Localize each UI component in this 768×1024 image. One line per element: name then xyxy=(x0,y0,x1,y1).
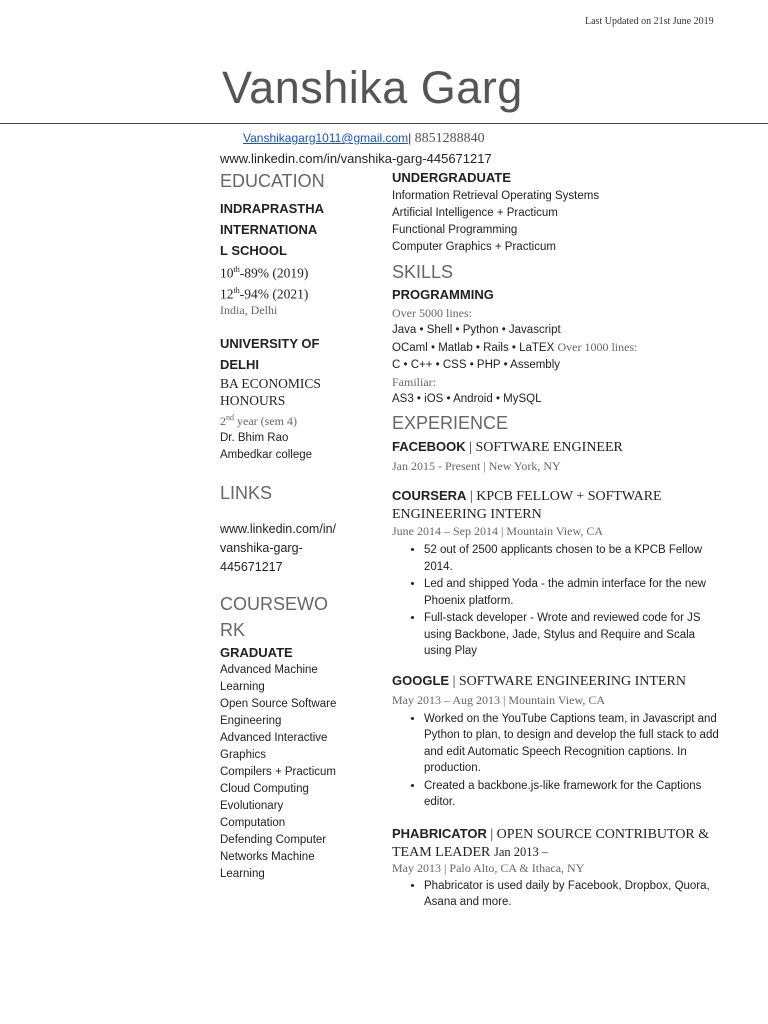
job-facebook xyxy=(392,438,722,475)
graduate-course-line: Networks Machine xyxy=(220,851,315,863)
linkedin-line3: 445671217 xyxy=(220,560,283,574)
school2-name-line1: UNIVERSITY OF xyxy=(220,336,320,351)
left-column xyxy=(220,168,360,883)
school1-name-line2: INTERNATIONA xyxy=(220,222,318,237)
job-bullet: • Phabricator is used daily by Facebook, Dropbox, Quora, Asana and more. xyxy=(424,878,722,911)
school2-name xyxy=(220,333,360,375)
job-meta: May 2013 – Aug 2013 | Mountain View, CA xyxy=(392,692,606,707)
job-header: PHABRICATOR | OPEN SOURCE CONTRIBUTOR & TEAM LEADER Jan 2013 – xyxy=(392,825,710,860)
undergraduate-courses xyxy=(392,188,722,256)
school1-location: India, Delhi xyxy=(220,303,278,317)
grade-10: 10th-89% (2019) xyxy=(220,265,309,281)
undergraduate-course-line: Functional Programming xyxy=(392,224,518,236)
job-header: GOOGLE | SOFTWARE ENGINEERING INTERN xyxy=(392,672,686,689)
job-bullets xyxy=(392,878,722,911)
graduate-heading: GRADUATE xyxy=(220,645,293,660)
phone-number: 8851288840 xyxy=(414,131,485,146)
job-google xyxy=(392,672,722,811)
over-5000-label: Over 5000 lines: xyxy=(392,306,472,320)
college-line2: Ambedkar college xyxy=(220,449,313,461)
contact-separator: | xyxy=(408,131,412,145)
graduate-course-line: Compilers + Practicum xyxy=(220,766,336,778)
job-bullets xyxy=(392,542,722,660)
college-line1: Dr. Bhim Rao xyxy=(220,432,289,444)
job-meta: Jan 2015 - Present | New York, NY xyxy=(392,459,561,473)
graduate-course-line: Open Source Software xyxy=(220,698,337,710)
school2-name-line2: DELHI xyxy=(220,357,259,372)
grade-12: 12th-94% (2021) xyxy=(220,285,309,301)
school1-name-line1: INDRAPRASTHA xyxy=(220,201,324,216)
graduate-course-line: Advanced Interactive xyxy=(220,732,328,744)
job-bullet: • Led and shipped Yoda - the admin interface for the new Phoenix platform. xyxy=(424,576,722,609)
college-name xyxy=(220,430,360,464)
job-bullet: • 52 out of 2500 applicants chosen to be a KPCB Fellow 2014. xyxy=(424,542,722,575)
job-header: FACEBOOK | SOFTWARE ENGINEER xyxy=(392,439,623,455)
links-heading: LINKS xyxy=(220,483,273,503)
graduate-course-line: Learning xyxy=(220,868,265,880)
graduate-course-line: Computation xyxy=(220,817,286,829)
job-bullets xyxy=(392,711,722,811)
degree-line1: BA ECONOMICS xyxy=(220,376,321,391)
school1-name xyxy=(220,198,360,261)
programming-heading: PROGRAMMING xyxy=(392,287,494,302)
job-phabricator xyxy=(392,825,722,911)
undergraduate-course-line: Computer Graphics + Practicum xyxy=(392,241,556,253)
skills-heading: SKILLS xyxy=(392,262,454,282)
skills-line-1: Java • Shell • Python • Javascript xyxy=(392,324,561,336)
job-coursera xyxy=(392,487,722,660)
resume-name: Vanshika Garg xyxy=(222,62,523,113)
email-link[interactable]: Vanshikagarg1011@gmail.com xyxy=(243,131,409,145)
linkedin-line2: vanshika-garg- xyxy=(220,541,303,555)
last-updated: Last Updated on 21st June 2019 xyxy=(585,16,714,27)
job-bullet: • Worked on the YouTube Captions team, in Javascript and Python to plan, to design and develop the full stack to add and edit Automatic Speech Recognition captions. In production. xyxy=(424,711,722,777)
undergraduate-course-line: Artificial Intelligence + Practicum xyxy=(392,207,558,219)
graduate-course-line: Learning xyxy=(220,681,265,693)
education-heading: EDUCATION xyxy=(220,171,325,191)
coursework-heading-line2: RK xyxy=(220,620,246,640)
graduate-courses xyxy=(220,662,360,883)
school1-name-line3: L SCHOOL xyxy=(220,243,287,258)
year-info: 2nd year (sem 4) xyxy=(220,413,297,428)
skills-line-4: AS3 • iOS • Android • MySQL xyxy=(392,393,542,405)
job-header: COURSERA | KPCB FELLOW + SOFTWARE ENGINEERING INTERN xyxy=(392,488,662,522)
coursework-heading xyxy=(220,591,360,643)
undergraduate-course-line: Information Retrieval Operating Systems xyxy=(392,190,600,202)
job-bullet: • Created a backbone.js-like framework for the Captions editor. xyxy=(424,778,722,811)
experience-heading: EXPERIENCE xyxy=(392,413,509,433)
job-meta: May 2013 | Palo Alto, CA & Ithaca, NY xyxy=(392,860,585,875)
linkedin-contact[interactable]: www.linkedin.com/in/vanshika-garg-445671217 xyxy=(220,151,492,166)
skills-line-2: OCaml • Matlab • Rails • LaTEX Over 1000 lines: xyxy=(392,340,638,354)
graduate-course-line: Defending Computer xyxy=(220,834,327,846)
graduate-course-line: Graphics xyxy=(220,749,267,761)
undergraduate-heading: UNDERGRADUATE xyxy=(392,170,511,185)
contact-line xyxy=(243,131,485,147)
degree-line2: HONOURS xyxy=(220,393,286,408)
degree xyxy=(220,375,360,409)
job-bullet: • Full-stack developer - Wrote and reviewed code for JS using Backbone, Jade, Stylus and Require and Scala using Play xyxy=(424,610,722,660)
job-meta: June 2014 – Sep 2014 | Mountain View, CA xyxy=(392,524,604,538)
graduate-course-line: Advanced Machine xyxy=(220,664,318,676)
coursework-heading-line1: COURSEWO xyxy=(220,594,328,614)
graduate-course-line: Cloud Computing xyxy=(220,783,309,795)
familiar-label: Familiar: xyxy=(392,375,436,389)
right-column xyxy=(392,168,722,912)
skills-line-3: C • C++ • CSS • PHP • Assembly xyxy=(392,359,561,371)
graduate-course-line: Engineering xyxy=(220,715,282,727)
linkedin-link[interactable] xyxy=(220,520,360,577)
graduate-course-line: Evolutionary xyxy=(220,800,284,812)
linkedin-line1: www.linkedin.com/in/ xyxy=(220,522,337,536)
header-divider xyxy=(0,123,768,124)
